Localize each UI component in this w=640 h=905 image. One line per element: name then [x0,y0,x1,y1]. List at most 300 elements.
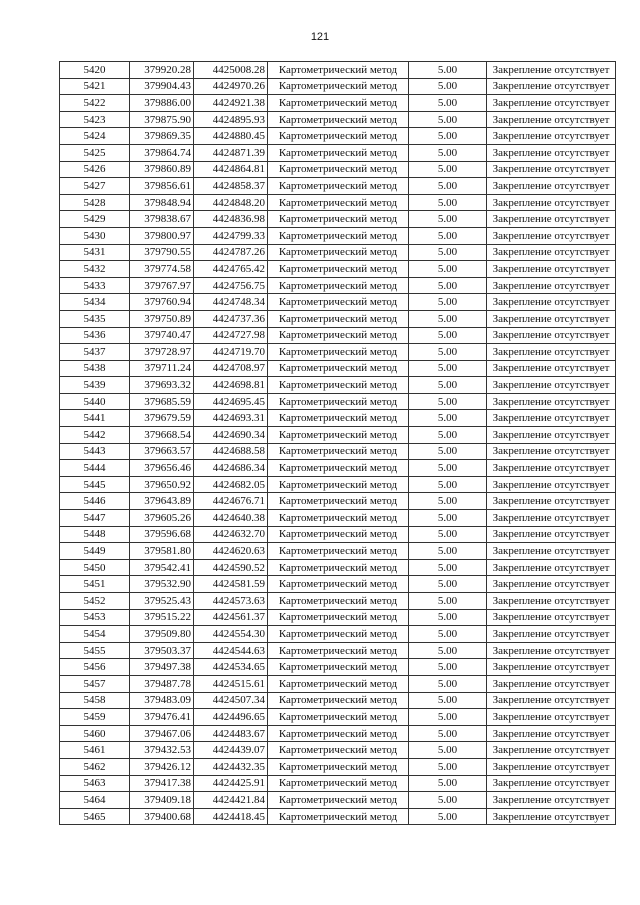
cell-coord-y: 4424640.38 [194,510,268,527]
table-row [60,211,616,228]
cell-error-value: 5.00 [409,758,487,775]
cell-fixing: Закрепление отсутствует [487,725,616,742]
cell-error-value: 5.00 [409,476,487,493]
page-number: 121 [310,31,330,43]
cell-coord-y: 4424836.98 [194,211,268,228]
table-row [60,476,616,493]
cell-coord-x: 379790.55 [130,244,194,261]
cell-coord-x: 379679.59 [130,410,194,427]
cell-point-number: 5442 [60,427,130,444]
cell-coord-y: 4424871.39 [194,144,268,161]
table-row [60,427,616,444]
cell-fixing: Закрепление отсутствует [487,62,616,79]
cell-point-number: 5421 [60,78,130,95]
cell-fixing: Закрепление отсутствует [487,543,616,560]
cell-coord-y: 4424787.26 [194,244,268,261]
table-row [60,360,616,377]
cell-coord-y: 4424620.63 [194,543,268,560]
cell-error-value: 5.00 [409,626,487,643]
cell-error-value: 5.00 [409,725,487,742]
table-row [60,593,616,610]
cell-point-number: 5435 [60,310,130,327]
table-row [60,178,616,195]
cell-coord-y: 4424727.98 [194,327,268,344]
cell-fixing: Закрепление отсутствует [487,78,616,95]
cell-coord-y: 4424799.33 [194,227,268,244]
cell-error-value: 5.00 [409,659,487,676]
cell-fixing: Закрепление отсутствует [487,626,616,643]
table-row [60,709,616,726]
cell-point-number: 5450 [60,559,130,576]
cell-method: Картометрический метод [268,211,409,228]
cell-error-value: 5.00 [409,194,487,211]
cell-method: Картометрический метод [268,294,409,311]
cell-method: Картометрический метод [268,360,409,377]
cell-error-value: 5.00 [409,327,487,344]
cell-point-number: 5458 [60,692,130,709]
cell-error-value: 5.00 [409,593,487,610]
cell-fixing: Закрепление отсутствует [487,377,616,394]
table-row [60,277,616,294]
cell-fixing: Закрепление отсутствует [487,559,616,576]
cell-method: Картометрический метод [268,609,409,626]
table-row [60,261,616,278]
cell-point-number: 5427 [60,178,130,195]
table-row [60,144,616,161]
cell-error-value: 5.00 [409,642,487,659]
table-row [60,775,616,792]
cell-error-value: 5.00 [409,360,487,377]
cell-point-number: 5455 [60,642,130,659]
table-row [60,543,616,560]
cell-method: Картометрический метод [268,194,409,211]
cell-coord-x: 379668.54 [130,427,194,444]
cell-coord-x: 379728.97 [130,344,194,361]
cell-error-value: 5.00 [409,393,487,410]
cell-error-value: 5.00 [409,609,487,626]
cell-coord-y: 4424561.37 [194,609,268,626]
cell-error-value: 5.00 [409,178,487,195]
cell-coord-x: 379596.68 [130,526,194,543]
cell-method: Картометрический метод [268,526,409,543]
cell-method: Картометрический метод [268,410,409,427]
cell-method: Картометрический метод [268,227,409,244]
cell-error-value: 5.00 [409,692,487,709]
cell-method: Картометрический метод [268,344,409,361]
cell-method: Картометрический метод [268,775,409,792]
cell-method: Картометрический метод [268,808,409,825]
cell-error-value: 5.00 [409,410,487,427]
cell-fixing: Закрепление отсутствует [487,261,616,278]
table-row [60,377,616,394]
cell-error-value: 5.00 [409,95,487,112]
cell-coord-y: 4424515.61 [194,675,268,692]
cell-point-number: 5454 [60,626,130,643]
coordinates-table [59,61,616,825]
cell-error-value: 5.00 [409,78,487,95]
table-row [60,808,616,825]
cell-error-value: 5.00 [409,427,487,444]
cell-coord-x: 379774.58 [130,261,194,278]
table-row [60,559,616,576]
cell-coord-y: 4424719.70 [194,344,268,361]
cell-method: Картометрический метод [268,709,409,726]
cell-point-number: 5425 [60,144,130,161]
cell-point-number: 5464 [60,792,130,809]
cell-point-number: 5439 [60,377,130,394]
cell-coord-y: 4424895.93 [194,111,268,128]
cell-fixing: Закрепление отсутствует [487,111,616,128]
cell-error-value: 5.00 [409,792,487,809]
cell-fixing: Закрепление отсутствует [487,593,616,610]
cell-coord-y: 4425008.28 [194,62,268,79]
cell-coord-x: 379838.67 [130,211,194,228]
cell-point-number: 5452 [60,593,130,610]
cell-fixing: Закрепление отсутствует [487,244,616,261]
cell-method: Картометрический метод [268,78,409,95]
cell-error-value: 5.00 [409,344,487,361]
cell-fixing: Закрепление отсутствует [487,427,616,444]
cell-fixing: Закрепление отсутствует [487,609,616,626]
cell-fixing: Закрепление отсутствует [487,510,616,527]
cell-method: Картометрический метод [268,626,409,643]
cell-method: Картометрический метод [268,742,409,759]
cell-error-value: 5.00 [409,675,487,692]
table-row [60,609,616,626]
cell-point-number: 5462 [60,758,130,775]
cell-method: Картометрический метод [268,443,409,460]
cell-fixing: Закрепление отсутствует [487,410,616,427]
cell-coord-x: 379503.37 [130,642,194,659]
cell-coord-y: 4424690.34 [194,427,268,444]
cell-fixing: Закрепление отсутствует [487,95,616,112]
cell-coord-x: 379869.35 [130,128,194,145]
cell-fixing: Закрепление отсутствует [487,476,616,493]
cell-coord-x: 379467.06 [130,725,194,742]
cell-coord-x: 379409.18 [130,792,194,809]
cell-point-number: 5432 [60,261,130,278]
cell-point-number: 5448 [60,526,130,543]
cell-method: Картометрический метод [268,460,409,477]
cell-point-number: 5444 [60,460,130,477]
cell-fixing: Закрепление отсутствует [487,344,616,361]
cell-error-value: 5.00 [409,510,487,527]
cell-coord-y: 4424439.07 [194,742,268,759]
cell-fixing: Закрепление отсутствует [487,709,616,726]
cell-coord-x: 379581.80 [130,543,194,560]
cell-coord-y: 4424534.65 [194,659,268,676]
cell-point-number: 5429 [60,211,130,228]
cell-error-value: 5.00 [409,709,487,726]
table-row [60,62,616,79]
cell-coord-x: 379656.46 [130,460,194,477]
cell-error-value: 5.00 [409,443,487,460]
cell-error-value: 5.00 [409,460,487,477]
cell-fixing: Закрепление отсутствует [487,128,616,145]
cell-coord-x: 379487.78 [130,675,194,692]
table-row [60,78,616,95]
cell-point-number: 5465 [60,808,130,825]
cell-coord-y: 4424921.38 [194,95,268,112]
coordinates-table-body [60,62,616,825]
table-row [60,227,616,244]
cell-point-number: 5437 [60,344,130,361]
cell-point-number: 5460 [60,725,130,742]
cell-method: Картометрический метод [268,95,409,112]
cell-fixing: Закрепление отсутствует [487,775,616,792]
cell-coord-x: 379650.92 [130,476,194,493]
cell-coord-x: 379417.38 [130,775,194,792]
table-row [60,675,616,692]
cell-error-value: 5.00 [409,526,487,543]
cell-coord-x: 379497.38 [130,659,194,676]
cell-fixing: Закрепление отсутствует [487,742,616,759]
cell-coord-x: 379605.26 [130,510,194,527]
cell-point-number: 5463 [60,775,130,792]
cell-point-number: 5433 [60,277,130,294]
cell-coord-x: 379643.89 [130,493,194,510]
cell-error-value: 5.00 [409,227,487,244]
cell-point-number: 5461 [60,742,130,759]
cell-coord-x: 379904.43 [130,78,194,95]
cell-method: Картометрический метод [268,244,409,261]
cell-error-value: 5.00 [409,128,487,145]
table-row [60,725,616,742]
cell-coord-y: 4424858.37 [194,178,268,195]
cell-error-value: 5.00 [409,377,487,394]
cell-coord-x: 379400.68 [130,808,194,825]
cell-point-number: 5434 [60,294,130,311]
cell-fixing: Закрепление отсутствует [487,277,616,294]
cell-coord-x: 379476.41 [130,709,194,726]
cell-point-number: 5451 [60,576,130,593]
cell-point-number: 5431 [60,244,130,261]
cell-error-value: 5.00 [409,576,487,593]
cell-fixing: Закрепление отсутствует [487,327,616,344]
cell-method: Картометрический метод [268,327,409,344]
cell-coord-x: 379767.97 [130,277,194,294]
cell-coord-y: 4424756.75 [194,277,268,294]
cell-fixing: Закрепление отсутствует [487,194,616,211]
cell-error-value: 5.00 [409,62,487,79]
cell-method: Картометрический метод [268,692,409,709]
table-row [60,758,616,775]
cell-coord-y: 4424686.34 [194,460,268,477]
cell-point-number: 5438 [60,360,130,377]
table-row [60,128,616,145]
cell-fixing: Закрепление отсутствует [487,443,616,460]
cell-coord-y: 4424421.84 [194,792,268,809]
cell-fixing: Закрепление отсутствует [487,808,616,825]
cell-coord-y: 4424737.36 [194,310,268,327]
cell-point-number: 5424 [60,128,130,145]
cell-error-value: 5.00 [409,294,487,311]
cell-fixing: Закрепление отсутствует [487,493,616,510]
cell-point-number: 5446 [60,493,130,510]
cell-coord-y: 4424507.34 [194,692,268,709]
cell-fixing: Закрепление отсутствует [487,526,616,543]
cell-coord-x: 379740.47 [130,327,194,344]
cell-fixing: Закрепление отсутствует [487,211,616,228]
cell-method: Картометрический метод [268,111,409,128]
cell-method: Картометрический метод [268,493,409,510]
cell-error-value: 5.00 [409,775,487,792]
cell-coord-x: 379663.57 [130,443,194,460]
cell-fixing: Закрепление отсутствует [487,460,616,477]
cell-point-number: 5420 [60,62,130,79]
cell-error-value: 5.00 [409,543,487,560]
cell-method: Картометрический метод [268,576,409,593]
table-row [60,576,616,593]
cell-fixing: Закрепление отсутствует [487,161,616,178]
cell-coord-x: 379509.80 [130,626,194,643]
cell-point-number: 5453 [60,609,130,626]
cell-method: Картометрический метод [268,128,409,145]
table-row [60,194,616,211]
table-row [60,327,616,344]
table-row [60,460,616,477]
table-row [60,95,616,112]
cell-point-number: 5457 [60,675,130,692]
cell-fixing: Закрепление отсутствует [487,659,616,676]
cell-coord-y: 4424708.97 [194,360,268,377]
cell-fixing: Закрепление отсутствует [487,294,616,311]
cell-coord-x: 379760.94 [130,294,194,311]
cell-coord-y: 4424418.45 [194,808,268,825]
table-row [60,161,616,178]
cell-coord-y: 4424880.45 [194,128,268,145]
cell-method: Картометрический метод [268,792,409,809]
cell-coord-x: 379800.97 [130,227,194,244]
cell-coord-y: 4424688.58 [194,443,268,460]
cell-coord-x: 379515.22 [130,609,194,626]
cell-method: Картометрический метод [268,277,409,294]
cell-coord-x: 379856.61 [130,178,194,195]
cell-method: Картометрический метод [268,675,409,692]
cell-method: Картометрический метод [268,393,409,410]
cell-fixing: Закрепление отсутствует [487,675,616,692]
cell-method: Картометрический метод [268,543,409,560]
cell-error-value: 5.00 [409,161,487,178]
cell-point-number: 5449 [60,543,130,560]
cell-coord-x: 379525.43 [130,593,194,610]
cell-coord-y: 4424695.45 [194,393,268,410]
cell-point-number: 5447 [60,510,130,527]
cell-method: Картометрический метод [268,261,409,278]
cell-coord-x: 379711.24 [130,360,194,377]
cell-point-number: 5423 [60,111,130,128]
cell-method: Картометрический метод [268,427,409,444]
cell-coord-y: 4424590.52 [194,559,268,576]
table-row [60,111,616,128]
cell-error-value: 5.00 [409,244,487,261]
cell-coord-x: 379875.90 [130,111,194,128]
cell-method: Картометрический метод [268,559,409,576]
cell-method: Картометрический метод [268,758,409,775]
cell-coord-x: 379542.41 [130,559,194,576]
cell-coord-y: 4424682.05 [194,476,268,493]
cell-coord-y: 4424496.65 [194,709,268,726]
table-row [60,443,616,460]
cell-error-value: 5.00 [409,808,487,825]
cell-coord-x: 379860.89 [130,161,194,178]
cell-point-number: 5436 [60,327,130,344]
cell-point-number: 5456 [60,659,130,676]
cell-error-value: 5.00 [409,742,487,759]
table-row [60,294,616,311]
cell-method: Картометрический метод [268,161,409,178]
cell-fixing: Закрепление отсутствует [487,792,616,809]
cell-fixing: Закрепление отсутствует [487,642,616,659]
cell-point-number: 5441 [60,410,130,427]
cell-error-value: 5.00 [409,310,487,327]
cell-error-value: 5.00 [409,144,487,161]
table-row [60,692,616,709]
cell-coord-y: 4424970.26 [194,78,268,95]
cell-coord-y: 4424632.70 [194,526,268,543]
cell-coord-y: 4424848.20 [194,194,268,211]
cell-point-number: 5445 [60,476,130,493]
cell-coord-x: 379920.28 [130,62,194,79]
cell-coord-y: 4424425.91 [194,775,268,792]
table-row [60,642,616,659]
cell-coord-y: 4424693.31 [194,410,268,427]
cell-point-number: 5443 [60,443,130,460]
cell-coord-y: 4424864.81 [194,161,268,178]
cell-fixing: Закрепление отсутствует [487,393,616,410]
cell-error-value: 5.00 [409,493,487,510]
cell-fixing: Закрепление отсутствует [487,360,616,377]
cell-coord-x: 379685.59 [130,393,194,410]
cell-point-number: 5428 [60,194,130,211]
cell-fixing: Закрепление отсутствует [487,758,616,775]
cell-error-value: 5.00 [409,261,487,278]
table-row [60,393,616,410]
cell-point-number: 5440 [60,393,130,410]
cell-coord-x: 379483.09 [130,692,194,709]
cell-coord-y: 4424483.67 [194,725,268,742]
cell-coord-x: 379693.32 [130,377,194,394]
cell-fixing: Закрепление отсутствует [487,576,616,593]
cell-error-value: 5.00 [409,277,487,294]
table-row [60,659,616,676]
table-row [60,792,616,809]
table-row [60,410,616,427]
cell-coord-y: 4424676.71 [194,493,268,510]
cell-coord-x: 379750.89 [130,310,194,327]
cell-fixing: Закрепление отсутствует [487,692,616,709]
cell-method: Картометрический метод [268,659,409,676]
cell-method: Картометрический метод [268,178,409,195]
table-row [60,493,616,510]
table-row [60,310,616,327]
table-row [60,510,616,527]
table-row [60,626,616,643]
cell-method: Картометрический метод [268,725,409,742]
cell-method: Картометрический метод [268,510,409,527]
cell-coord-y: 4424573.63 [194,593,268,610]
cell-method: Картометрический метод [268,377,409,394]
cell-coord-x: 379864.74 [130,144,194,161]
cell-fixing: Закрепление отсутствует [487,178,616,195]
cell-coord-y: 4424581.59 [194,576,268,593]
cell-point-number: 5430 [60,227,130,244]
table-row [60,344,616,361]
cell-point-number: 5459 [60,709,130,726]
cell-method: Картометрический метод [268,642,409,659]
cell-method: Картометрический метод [268,476,409,493]
cell-coord-x: 379426.12 [130,758,194,775]
